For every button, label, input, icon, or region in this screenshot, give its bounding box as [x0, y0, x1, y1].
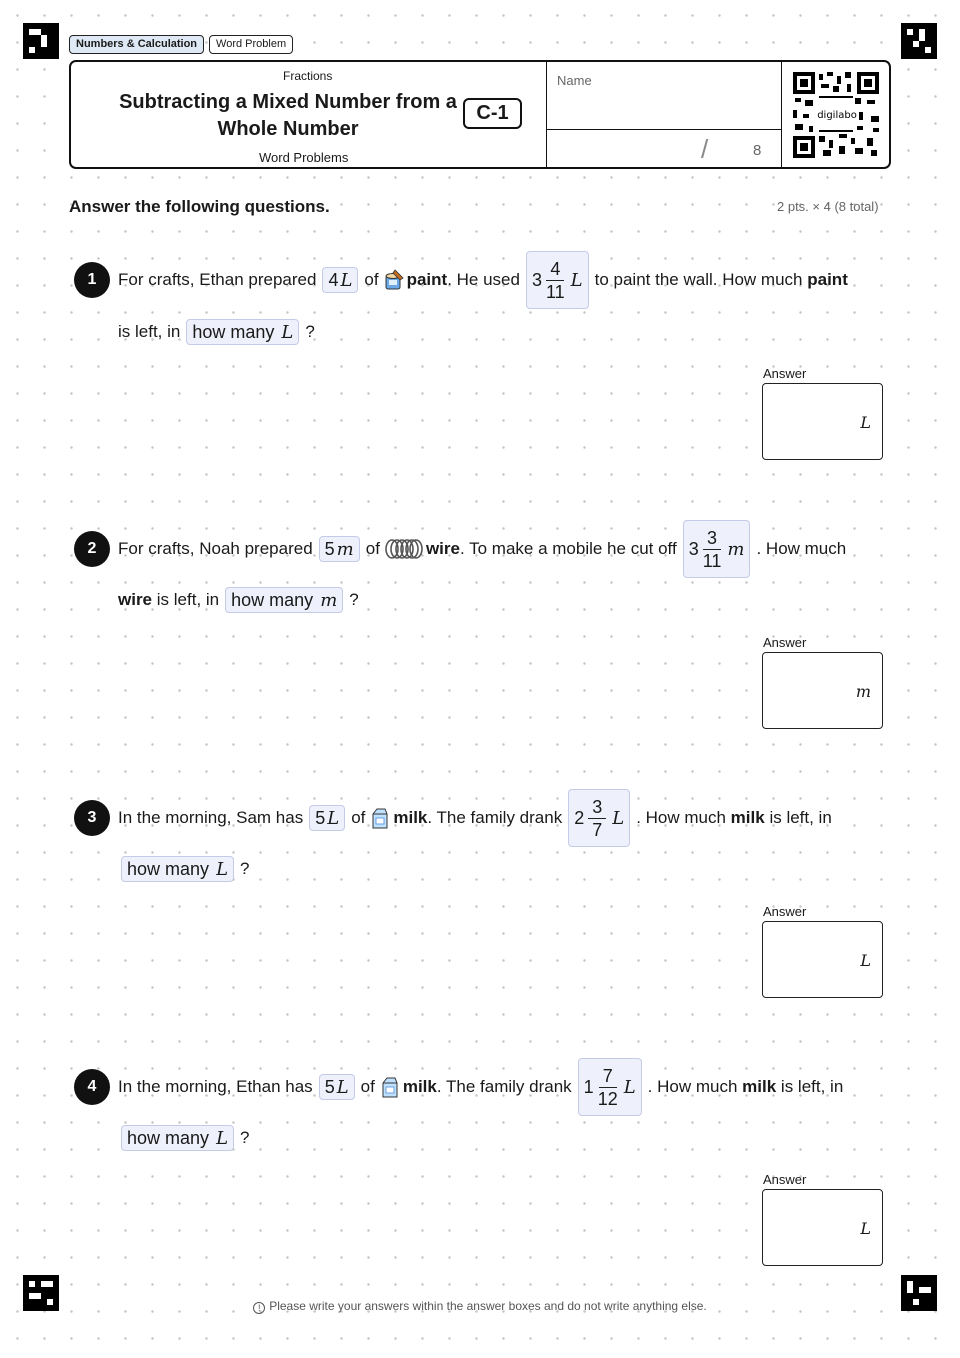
answer-unit: m: [855, 682, 871, 701]
quantity-chip: 5 m: [319, 536, 360, 562]
question-text: For crafts, Ethan prepared: [118, 270, 317, 289]
question-text: of: [351, 808, 366, 827]
item-name: wire: [118, 590, 153, 609]
name-label: Name: [557, 73, 592, 88]
answer-box-1[interactable]: [762, 383, 883, 460]
answer-unit: L: [860, 1219, 871, 1238]
question-text: is left, in: [118, 322, 181, 341]
how-many-chip: how many m: [225, 587, 343, 613]
question-3-line-2: how many L ?: [118, 839, 249, 899]
topic-tags: [69, 35, 293, 54]
item-name: milk: [730, 808, 765, 827]
question-text: to paint the wall. How much: [594, 270, 803, 289]
worksheet-code: C-1: [463, 98, 522, 129]
question-text: . He used: [447, 270, 520, 289]
mixed-number-chip: 3 $\frac{4}{11}$ L: [526, 251, 589, 309]
question-4-line-2: how many L ?: [118, 1108, 249, 1168]
paint-can-icon: [383, 269, 405, 291]
qr-caption: digilabo: [817, 110, 857, 121]
worksheet-header: [69, 60, 891, 169]
question-text: is left, in: [780, 1077, 844, 1096]
item-name: paint: [406, 270, 448, 289]
question-number-1: 1: [74, 262, 110, 298]
qr-code-icon: [793, 72, 879, 158]
answer-box-2[interactable]: [762, 652, 883, 729]
item-name: paint: [807, 270, 848, 289]
question-number-3: 3: [74, 800, 110, 836]
item-name: wire: [425, 539, 460, 558]
score-slash: /: [701, 134, 709, 164]
milk-carton-icon: [369, 807, 391, 829]
question-number-4: 4: [74, 1069, 110, 1105]
mixed-number-chip: 3 $\frac{3}{11}$ m: [683, 520, 751, 578]
question-text: For crafts, Noah prepared: [118, 539, 313, 558]
item-name: milk: [742, 1077, 777, 1096]
how-many-chip: how many L: [186, 319, 299, 345]
question-1-line-2: is left, in how many L ?: [118, 302, 315, 362]
question-text: In the morning, Ethan has: [118, 1077, 313, 1096]
question-text: is left, in: [769, 808, 832, 827]
name-field[interactable]: [547, 62, 781, 130]
quantity-chip: 5 L: [309, 805, 345, 831]
question-text: . How much: [756, 539, 847, 558]
registration-marker-top-left: [23, 23, 59, 59]
tag-word-problem: Word Problem: [209, 35, 293, 54]
registration-marker-top-right: [901, 23, 937, 59]
mixed-number-chip: 1 $\frac{7}{12}$ L: [578, 1058, 642, 1116]
points-info: 2 pts. × 4 (8 total): [777, 199, 879, 214]
answer-box-3[interactable]: [762, 921, 883, 998]
item-name: milk: [402, 1077, 437, 1096]
question-text: . How much: [647, 1077, 738, 1096]
quantity-chip: 4 L: [322, 267, 358, 293]
question-2-line-2: wire is left, in how many m ?: [118, 570, 359, 630]
question-number-2: 2: [74, 531, 110, 567]
how-many-chip: how many L: [121, 1125, 234, 1151]
info-circle-icon: !: [253, 1302, 265, 1314]
question-text: . To make a mobile he cut off: [459, 539, 677, 558]
worksheet-subtitle: Word Problems: [259, 150, 349, 165]
question-text: of: [364, 270, 379, 289]
question-text: . The family drank: [436, 1077, 572, 1096]
mixed-number-chip: 2 $\frac{3}{7}$ L: [568, 789, 630, 847]
question-text: is left, in: [156, 590, 220, 609]
how-many-chip: how many L: [121, 856, 234, 882]
title-block: [71, 62, 546, 167]
category-label: Fractions: [283, 69, 333, 83]
answer-unit: L: [860, 951, 871, 970]
item-name: milk: [393, 808, 428, 827]
footer-text: Please write your answers within the answer boxes and do not write anything else.: [269, 1299, 707, 1313]
answer-unit: L: [860, 413, 871, 432]
wire-coil-icon: [384, 538, 424, 560]
question-1-line-1: [118, 250, 848, 310]
answer-label: Answer: [763, 1172, 807, 1187]
question-text: of: [360, 1077, 375, 1096]
question-text: . How much: [636, 808, 726, 827]
instructions: Answer the following questions.: [69, 197, 330, 216]
question-text: . The family drank: [427, 808, 563, 827]
milk-carton-icon: [379, 1076, 401, 1098]
answer-label: Answer: [763, 366, 807, 381]
quantity-chip: 5 L: [319, 1074, 355, 1100]
answer-label: Answer: [763, 904, 807, 919]
question-text: In the morning, Sam has: [118, 808, 304, 827]
question-text: of: [365, 539, 380, 558]
name-score-block: [546, 62, 782, 167]
score-total: 8: [753, 142, 762, 159]
answer-label: Answer: [763, 635, 807, 650]
answer-box-4[interactable]: [762, 1189, 883, 1266]
worksheet-title: Subtracting a Mixed Number from a Whole Number: [119, 91, 457, 140]
tag-numbers-calculation: Numbers & Calculation: [69, 35, 204, 54]
footer-note: [0, 1299, 960, 1314]
